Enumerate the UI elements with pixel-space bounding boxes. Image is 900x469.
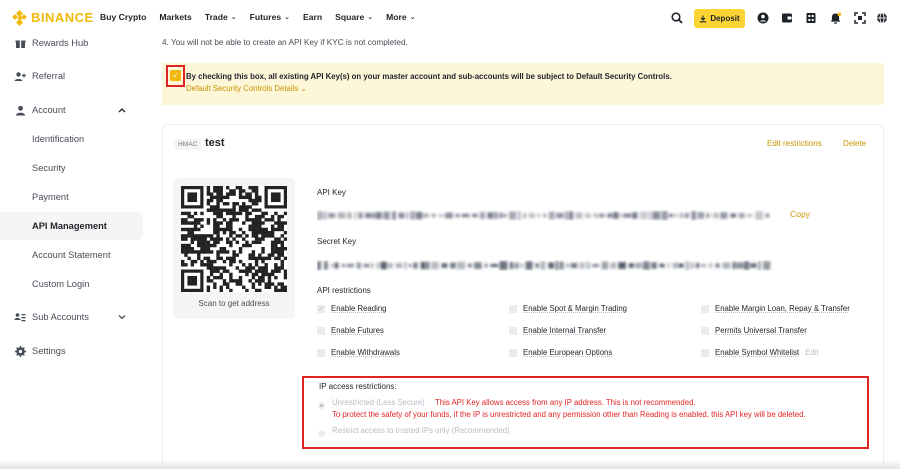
permission-enable-futures[interactable]: Enable Futures	[317, 326, 384, 335]
banner-text: By checking this box, all existing API Key(s) on your master account and sub-accounts will be subject to Default Security Controls.	[186, 72, 672, 81]
copy-api-key-button[interactable]: Copy	[790, 209, 811, 219]
main-content	[143, 36, 900, 469]
sidebar-item-payment[interactable]: Payment	[32, 192, 69, 202]
unrestricted-label: Unrestricted (Less Secure)	[332, 398, 425, 407]
search-icon[interactable]	[669, 10, 685, 26]
radio-restricted[interactable]	[318, 430, 325, 437]
permission-european-options[interactable]: Enable European Options	[509, 348, 612, 357]
sidebar	[0, 36, 143, 469]
deposit-button[interactable]: Deposit	[694, 9, 745, 28]
sidebar-item-custom-login[interactable]: Custom Login	[32, 279, 90, 289]
chevron-down-icon: ⌄	[230, 14, 237, 21]
api-key-card	[162, 124, 884, 469]
sidebar-item-rewards-hub[interactable]: Rewards Hub	[0, 30, 143, 56]
chevron-up-icon	[118, 106, 126, 115]
checkbox-checked: ✓	[318, 305, 324, 313]
account-icon	[14, 104, 26, 116]
unrestricted-warning: This API Key allows access from any IP address. This is not recommended.	[435, 398, 696, 407]
checkbox	[701, 349, 709, 357]
main-nav	[100, 12, 429, 22]
whitelist-edit-button[interactable]: Edit	[805, 348, 819, 357]
ip-access-restrictions-section	[302, 376, 869, 449]
checkbox	[509, 305, 517, 313]
default-security-controls-banner	[162, 63, 884, 105]
rewards-icon	[14, 37, 26, 49]
settings-icon	[14, 345, 26, 357]
permission-enable-withdrawals[interactable]: Enable Withdrawals	[317, 348, 400, 357]
checkbox	[509, 349, 517, 357]
nav-more[interactable]: More ⌄	[386, 12, 416, 22]
radio-unrestricted[interactable]	[318, 402, 325, 409]
bottom-edge	[0, 459, 900, 469]
bell-icon[interactable]	[827, 10, 843, 26]
nav-buy-crypto[interactable]: Buy Crypto	[100, 12, 147, 22]
hmac-badge: HMAC	[174, 139, 201, 150]
qr-code-panel	[173, 178, 295, 319]
sub-accounts-icon	[14, 311, 26, 323]
restricted-label: Restrict access to trusted IPs only (Recommended)	[332, 426, 510, 435]
ip-access-title: IP access restrictions:	[319, 382, 397, 391]
globe-icon[interactable]	[874, 10, 890, 26]
referral-icon	[14, 70, 26, 82]
chevron-down-icon: ⌄	[367, 14, 374, 21]
secret-key-value-redacted	[317, 258, 775, 269]
checkbox	[509, 327, 517, 335]
sidebar-item-security[interactable]: Security	[32, 163, 66, 173]
permission-margin-loan-repay-transfer[interactable]: Enable Margin Loan, Repay & Transfer	[701, 304, 850, 313]
nav-square[interactable]: Square ⌄	[335, 12, 374, 22]
nav-futures[interactable]: Futures ⌄	[249, 12, 291, 22]
qr-caption: Scan to get address	[198, 299, 270, 308]
binance-logo[interactable]	[13, 10, 94, 25]
checkbox	[701, 327, 709, 335]
permission-spot-margin-trading[interactable]: Enable Spot & Margin Trading	[509, 304, 627, 313]
user-icon[interactable]	[755, 10, 771, 26]
sidebar-item-account-statement[interactable]: Account Statement	[32, 250, 111, 260]
chevron-down-icon	[118, 313, 126, 322]
sidebar-item-referral[interactable]: Referral	[0, 63, 143, 89]
secret-key-label: Secret Key	[317, 237, 357, 246]
checkbox	[317, 349, 325, 357]
edit-restrictions-button[interactable]: Edit restrictions	[767, 139, 822, 148]
api-key-label: API Key	[317, 188, 346, 197]
checkbox	[317, 327, 325, 335]
logo-text: BINANCE	[31, 10, 94, 25]
binance-logo-icon	[13, 11, 27, 25]
sidebar-item-account[interactable]: Account	[0, 97, 143, 123]
sidebar-item-api-management[interactable]: API Management	[0, 212, 143, 240]
top-navigation-bar	[0, 0, 900, 36]
qr-download-icon[interactable]	[852, 10, 868, 26]
checkbox-highlight	[166, 65, 185, 87]
permission-symbol-whitelist[interactable]: Enable Symbol Whitelist Edit	[701, 348, 819, 357]
qr-code-image	[181, 186, 287, 292]
delete-button[interactable]: Delete	[843, 139, 867, 148]
sidebar-item-settings[interactable]: Settings	[0, 338, 143, 364]
sidebar-item-sub-accounts[interactable]: Sub Accounts	[0, 304, 143, 330]
kyc-note: 4. You will not be able to create an API Key if KYC is not completed.	[162, 38, 408, 47]
orders-icon[interactable]	[803, 10, 819, 26]
chevron-down-icon: ⌄	[284, 14, 291, 21]
download-icon	[699, 15, 707, 23]
checkbox	[701, 305, 709, 313]
permission-internal-transfer[interactable]: Enable Internal Transfer	[509, 326, 606, 335]
api-key-value-redacted	[317, 208, 775, 219]
nav-earn[interactable]: Earn	[303, 12, 323, 22]
chevron-down-icon: ⌄	[409, 14, 416, 21]
permission-universal-transfer[interactable]: Permits Universal Transfer	[701, 326, 807, 335]
chevron-down-icon: ⌄	[300, 84, 307, 93]
nav-trade[interactable]: Trade ⌄	[204, 12, 237, 22]
deletion-warning: To protect the safety of your funds, if the IP is unrestricted and any permission other than Reading is enabled, this API key will be deleted.	[332, 410, 806, 419]
wallet-icon[interactable]	[779, 10, 795, 26]
permission-enable-reading[interactable]: ✓ Enable Reading	[318, 304, 387, 313]
api-key-name: test	[205, 137, 225, 149]
sidebar-item-identification[interactable]: Identification	[32, 134, 85, 144]
nav-markets[interactable]: Markets	[159, 12, 192, 22]
security-controls-details-link[interactable]: Default Security Controls Details ⌄	[186, 84, 307, 93]
default-security-controls-checkbox[interactable]: ✓	[170, 70, 181, 81]
api-restrictions-label: API restrictions	[317, 286, 371, 295]
